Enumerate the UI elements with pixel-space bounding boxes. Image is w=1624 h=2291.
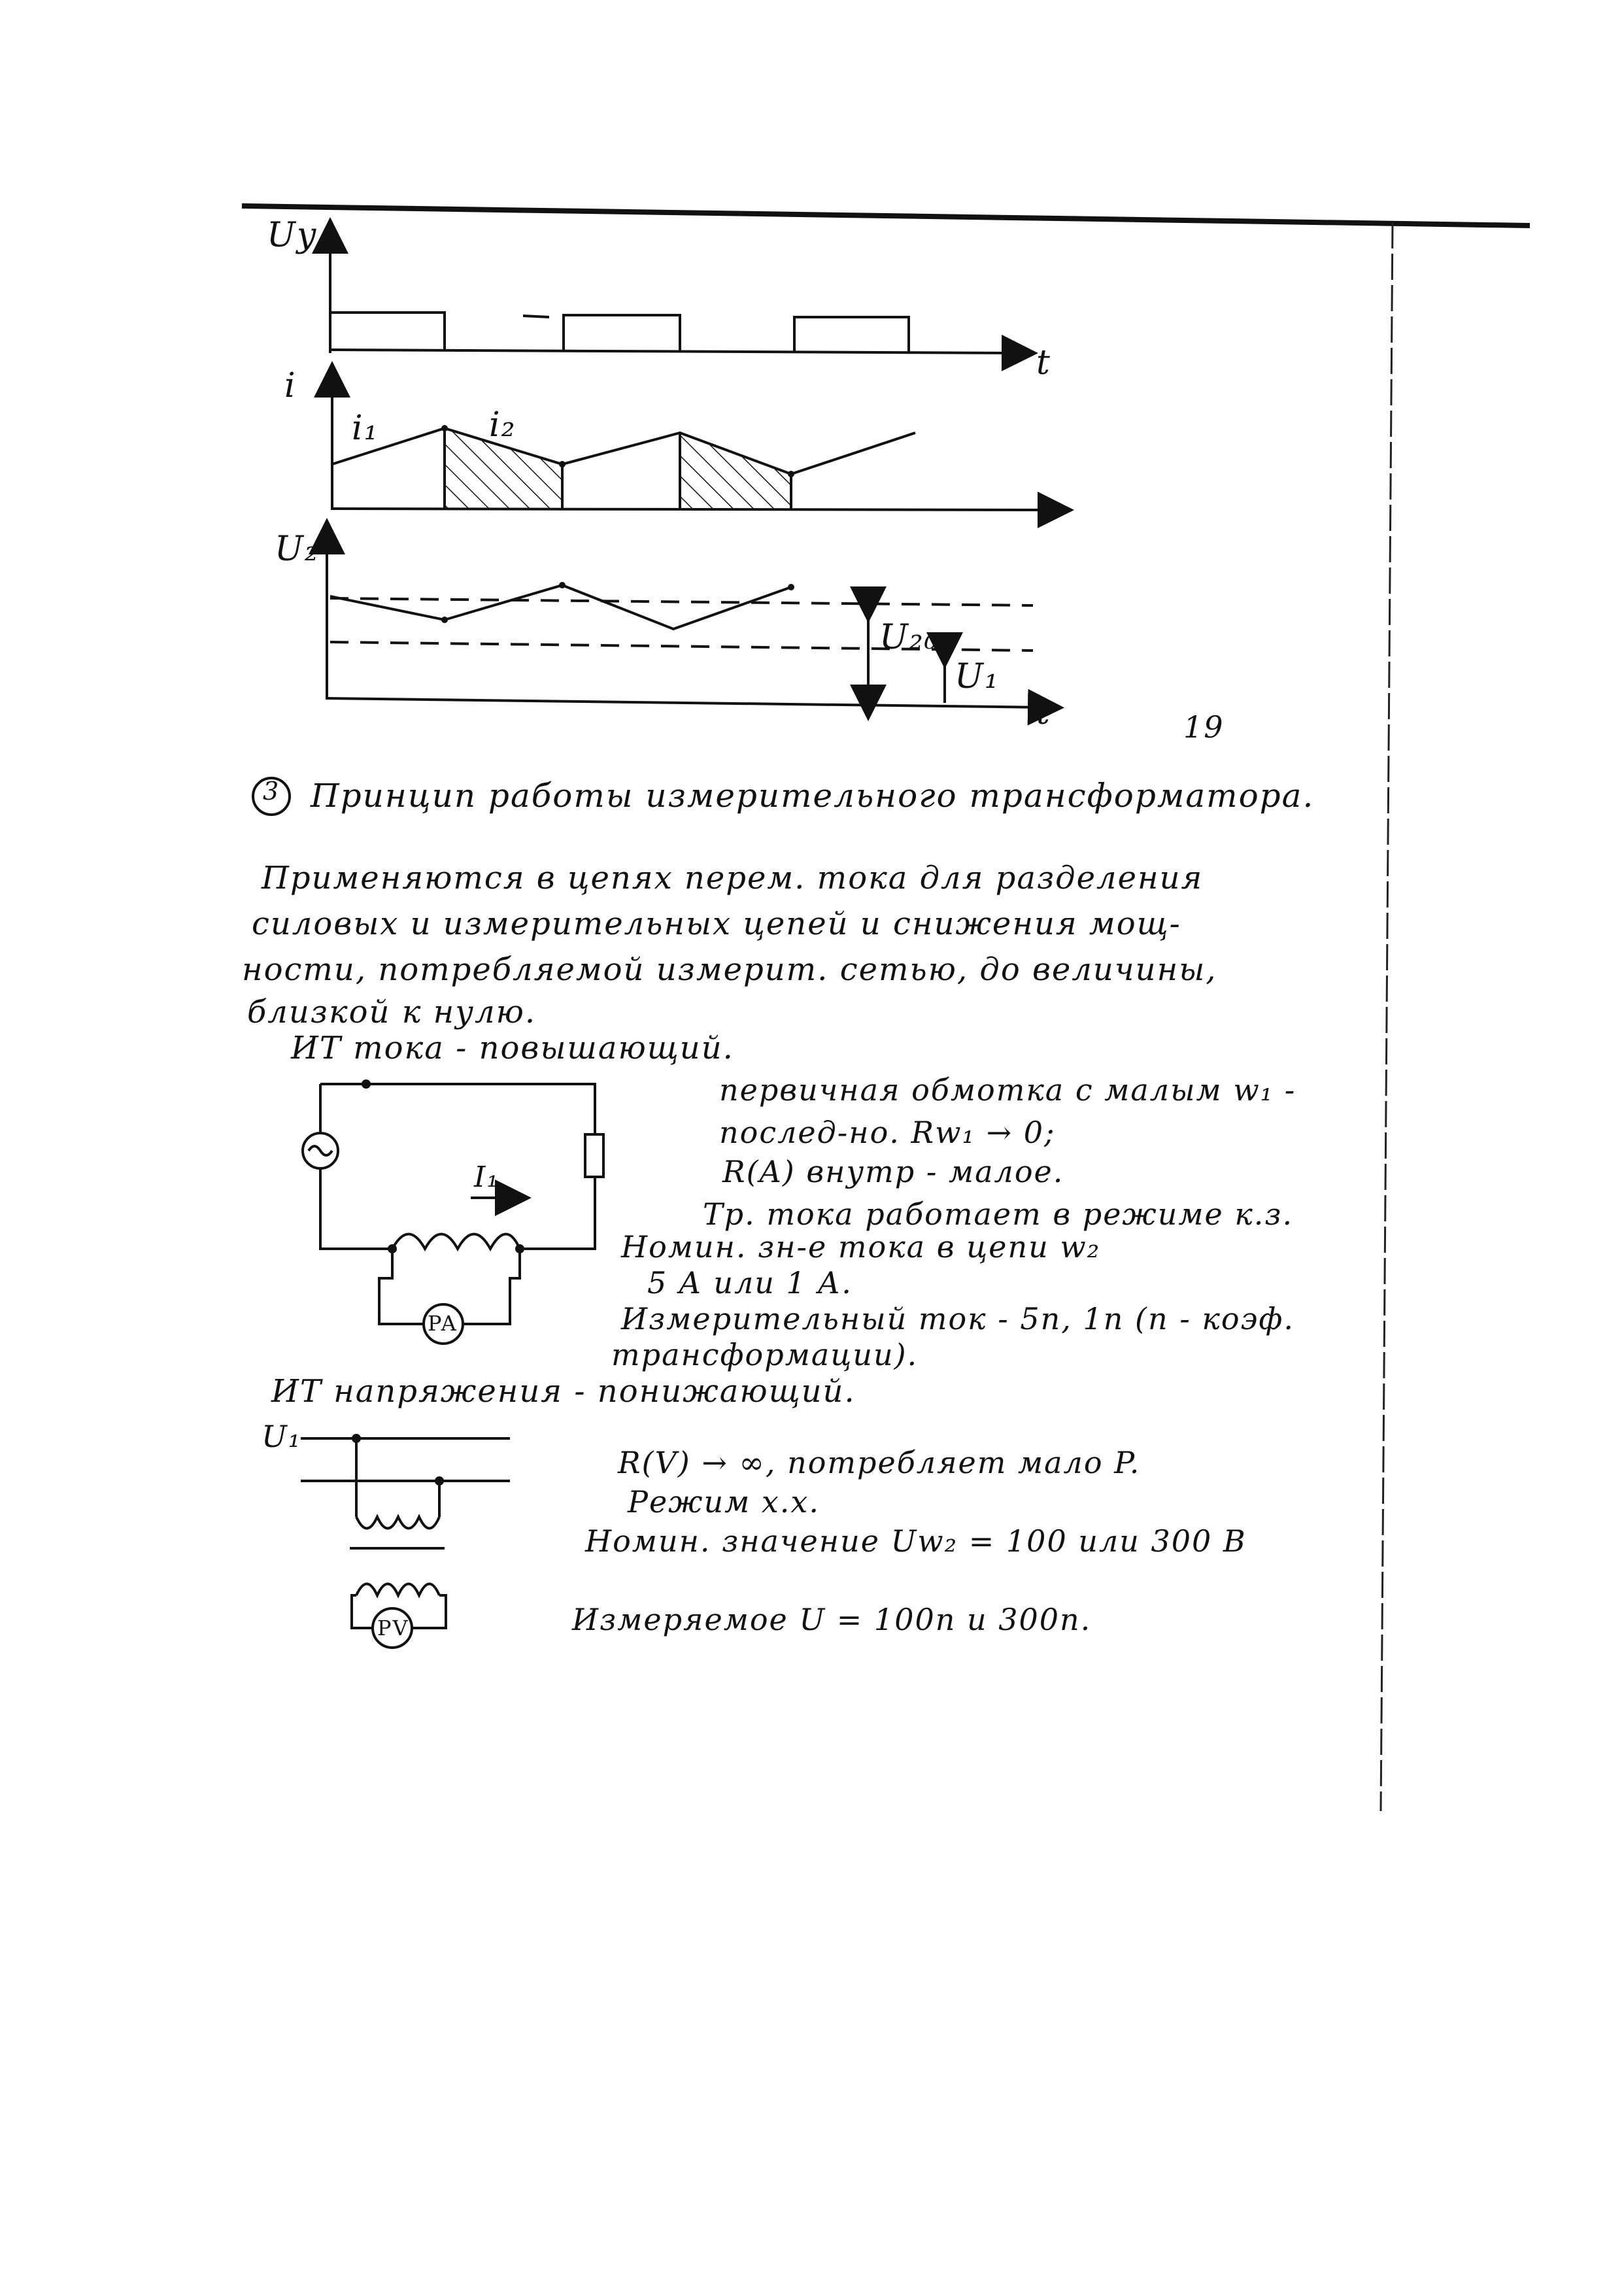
voltmeter-pv-label: PV (377, 1616, 409, 1640)
i1-label: i₁ (352, 409, 379, 448)
ct-note-3: R(A) внутр - малое. (722, 1154, 1064, 1189)
paragraph-line-2: силовых и измерительных цепей и снижения мощ- (252, 906, 1181, 942)
section-heading: Принцип работы измерительного трансформатора. (311, 777, 1315, 815)
uy-axis-label: Uy (267, 216, 318, 255)
current-graph (332, 379, 1056, 510)
paragraph-line-4: близкой к нулю. (247, 994, 537, 1030)
paragraph-line-3: ности, потребляемой измерит. сетью, до величины, (242, 951, 1217, 988)
i-axis-label: i (284, 366, 297, 405)
ct-current-label: I₁ (474, 1161, 500, 1194)
vt-note-2: Режим х.х. (628, 1484, 820, 1519)
section-number: 3 (263, 777, 280, 806)
ct-note-8: трансформации). (611, 1337, 919, 1372)
ct-note-4: Тр. тока работает в режиме к.з. (703, 1196, 1294, 1232)
u1-level-label: U₁ (955, 657, 1000, 696)
voltage-transformer-title: ИТ напряжения - понижающий. (271, 1373, 856, 1410)
paragraph-line-1: Применяются в цепях перем. тока для разделения (262, 860, 1204, 896)
ammeter-pa-label: PA (428, 1311, 458, 1336)
u20-label: U₂₀ (879, 618, 939, 657)
current-transformer-title: ИТ тока - повышающий. (291, 1030, 734, 1066)
vt-note-4: Измеряемое U = 100n и 300n. (572, 1602, 1092, 1637)
ct-note-2: послед-но. Rw₁ → 0; (719, 1115, 1056, 1150)
vt-note-3: Номин. значение Uw₂ = 100 или 300 В (585, 1523, 1247, 1559)
u2-axis-label: U₂ (275, 530, 320, 569)
current-transformer-circuit (303, 1081, 603, 1344)
t-axis-label-3: t (1036, 693, 1051, 732)
t-axis-label-2: t (1036, 494, 1051, 533)
ct-note-5: Номин. зн-е тока в цепи w₂ (621, 1229, 1101, 1264)
vt-note-1: R(V) → ∞, потребляет мало P. (618, 1445, 1141, 1480)
ct-note-6: 5 А или 1 А. (647, 1265, 853, 1300)
ct-note-1: первичная обмотка с малым w₁ - (719, 1072, 1296, 1108)
ct-note-7: Измерительный ток - 5n, 1n (n - коэф. (621, 1301, 1294, 1336)
uy-pulse-graph (330, 235, 1020, 353)
i2-label: i₂ (489, 405, 516, 445)
t-axis-label-1: t (1036, 343, 1051, 382)
page-number: 19 (1183, 709, 1225, 745)
vt-input-label: U₁ (262, 1419, 302, 1454)
